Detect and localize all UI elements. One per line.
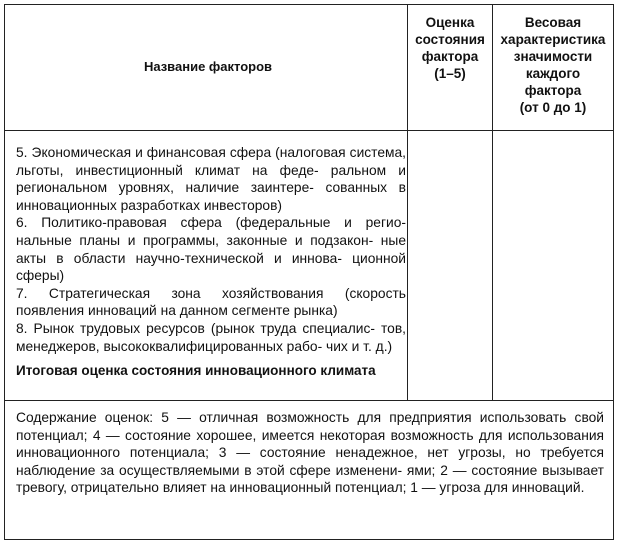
state-rating-header-line: состояния <box>415 32 485 47</box>
notes-divider <box>4 400 614 401</box>
factor-item: 5. Экономическая и финансовая сфера (налоговая система, льготы, инвестиционный климат на феде- ральном и региональном уровнях, наличие заинтере- сованных в инновационных разработках инвесторов) <box>16 145 406 213</box>
factor-item: 8. Рынок трудовых ресурсов (рынок труда специалис- тов, менеджеров, высококвалифицированных рабо- чих и т. д.) <box>16 320 406 354</box>
state-rating-header-line: Оценка <box>425 15 475 30</box>
factor-name-header: Название факторов <box>143 59 273 74</box>
column-divider-2 <box>492 4 493 401</box>
weight-header-line: Весовая <box>524 15 582 30</box>
header-divider <box>4 130 614 131</box>
weight-header-line: каждого <box>525 66 581 81</box>
weight-header-line: (от 0 до 1) <box>519 100 587 115</box>
state-rating-header <box>408 14 492 82</box>
weight-header <box>494 14 612 116</box>
weight-header-line: характеристика <box>500 32 606 47</box>
factors-list <box>16 144 406 380</box>
weight-header-line: фактора <box>524 83 582 98</box>
factor-item: 7. Стратегическая зона хозяйствования (скорость появления инноваций на данном сегменте рынка) <box>16 285 406 319</box>
total-rating-label: Итоговая оценка состояния инновационного климата <box>16 363 376 379</box>
rating-legend-note: Содержание оценок: 5 — отличная возможность для предприятия использовать свой потенциал; 4 — состояние хорошее, имеется некоторая возможность для использования инновационного потенциала; 3 — состояние ненадежное, нет угрозы, но требуется наблюдение за осуществляемыми в этой сфере изменени- ями; 2 — состояние вызывает тревогу, отрицательно влияет на инновационный потенциал; 1 — угроза для инноваций. <box>16 410 604 496</box>
state-rating-header-line: фактора <box>421 49 479 64</box>
factor-item: 6. Политико-правовая сфера (федеральные и регио- нальные планы и программы, законные и подзакон- ные акты в области научно-технической и иннова- ционной сферы) <box>16 215 406 284</box>
weight-header-line: значимости <box>513 49 593 64</box>
state-rating-header-line: (1–5) <box>434 66 466 81</box>
